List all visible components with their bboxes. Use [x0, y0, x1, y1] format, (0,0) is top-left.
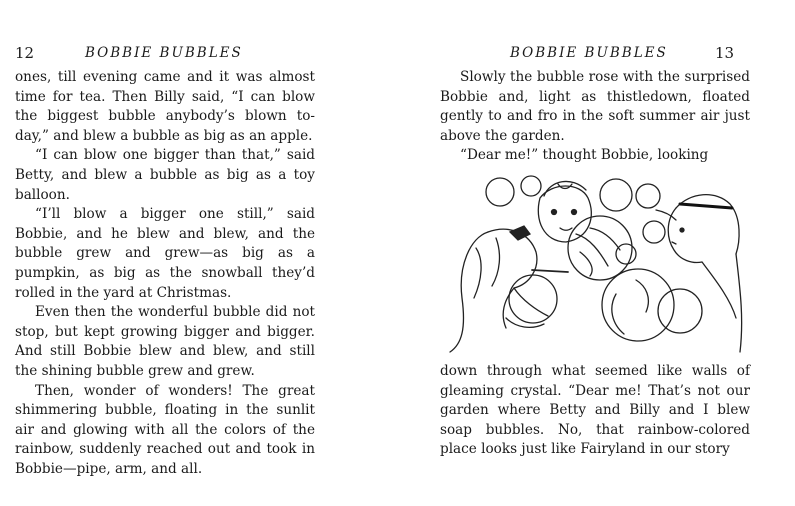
left-page-number: 12 — [15, 44, 35, 62]
left-page — [0, 0, 397, 506]
bubble — [602, 269, 674, 341]
paragraph: “I can blow one bigger than that,” said Betty, and blew a bubble as big as a toy balloon. — [15, 147, 315, 203]
bubbles-illustration — [440, 168, 750, 356]
right-page — [397, 0, 795, 506]
bubble — [658, 289, 702, 333]
bubble — [600, 179, 632, 211]
paragraph: Even then the wonderful bubble did not stop, but kept growing bigger and bigger. And still Bobbie blew and blew, and still the shining bubble grew and grew. — [15, 304, 315, 379]
paragraph: ones, till evening came and it was almost time for tea. Then Billy said, “I can blow the biggest bubble anybody’s blown to-day,” and blew a bubble as big as an apple. — [15, 69, 315, 144]
betty-figure — [450, 226, 568, 352]
big-bubble — [568, 216, 632, 280]
paragraph: down through what seemed like walls of gleaming crystal. “Dear me! That’s not our garden where Betty and Billy and I blew soap bubbles. No, that rainbow-colored place looks just like Fairyland in our story — [440, 363, 750, 458]
bubble — [616, 244, 636, 264]
paragraph: Slowly the bubble rose with the surprised Bobbie and, light as thistledown, floated gently to and fro in the soft summer air just above the garden. — [440, 69, 750, 144]
bubble — [509, 275, 557, 323]
paragraph: “I’ll blow a bigger one still,” said Bobbie, and he blew and blew, and the bubble grew and grew—as big as a pumpkin, as big as the snowball they’d rolled in the yard at Christmas. — [15, 206, 315, 301]
left-page-text — [15, 68, 315, 479]
bubble — [636, 184, 660, 208]
bubble — [643, 221, 665, 243]
paragraph: Then, wonder of wonders! The great shimmering bubble, floating in the sunlit air and glowing with all the colors of the rainbow, suddenly reached out and took in Bobbie—pipe, arm, and all. — [15, 382, 315, 477]
bubble — [521, 176, 541, 196]
right-running-head: BOBBIE BUBBLES — [510, 45, 668, 61]
left-running-head: BOBBIE BUBBLES — [85, 45, 243, 61]
right-page-top-text — [440, 68, 750, 166]
paragraph: “Dear me!” thought Bobbie, looking — [460, 147, 709, 164]
billy-figure — [612, 195, 742, 352]
bobbie-figure — [538, 181, 620, 276]
right-page-bottom-text — [440, 362, 750, 460]
right-page-number: 13 — [715, 44, 735, 62]
bubble — [486, 178, 514, 206]
